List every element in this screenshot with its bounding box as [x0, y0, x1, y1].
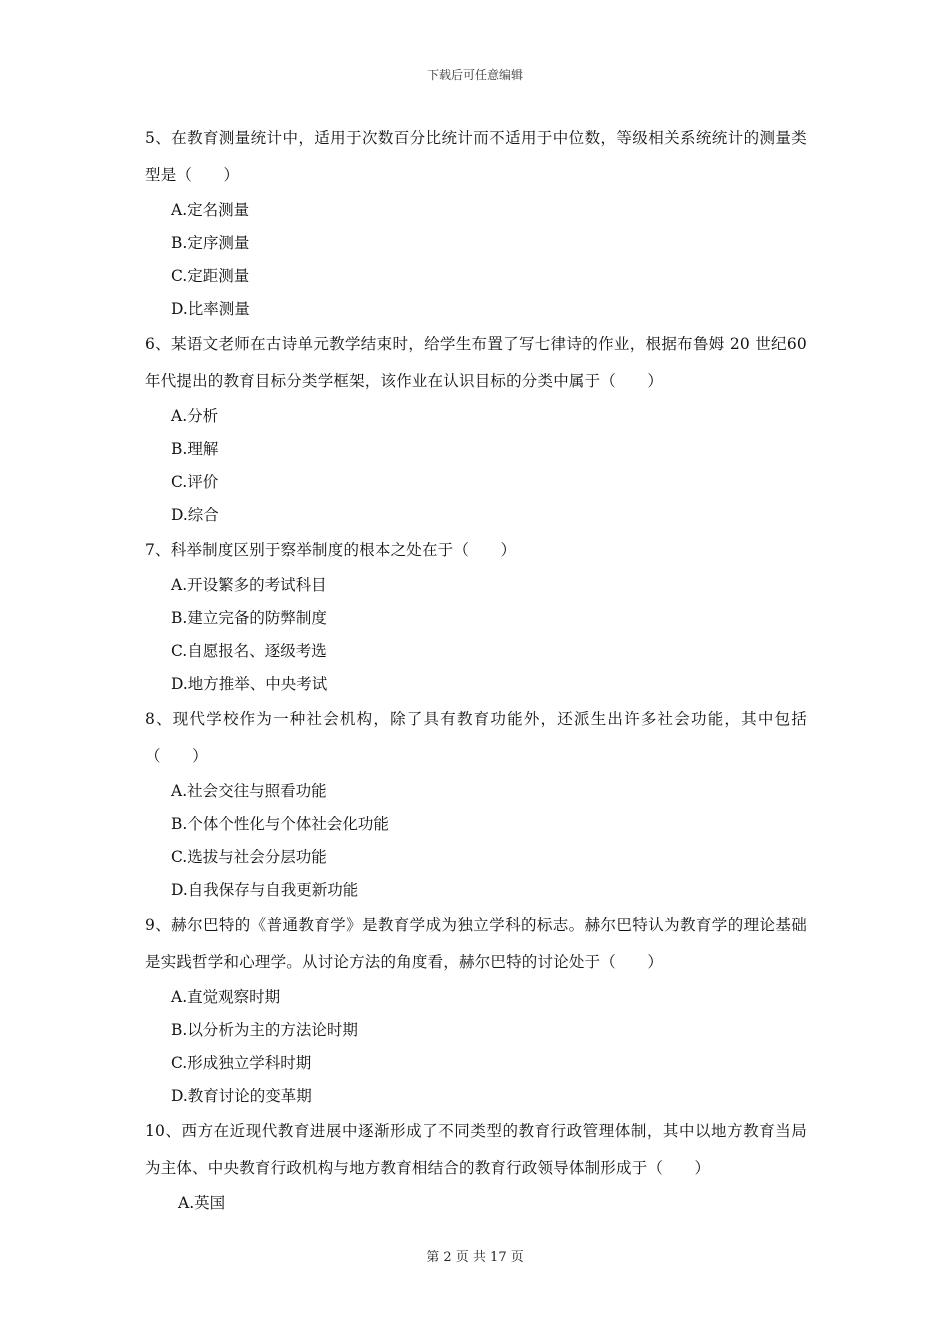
- option-list: [145, 569, 807, 701]
- question-stem: 7、科举制度区别于察举制度的根本之处在于（ ）: [145, 541, 517, 559]
- option-list: [145, 400, 807, 532]
- option-list: [145, 775, 807, 907]
- option-c: C.评价: [171, 473, 219, 491]
- option-c: C.选拔与社会分层功能: [171, 848, 327, 866]
- question-8: [145, 701, 807, 907]
- option-b: B.以分析为主的方法论时期: [171, 1021, 358, 1039]
- option-d: D.自我保存与自我更新功能: [171, 881, 359, 899]
- option-a: A.定名测量: [171, 201, 250, 219]
- option-list: [145, 194, 807, 326]
- option-a: A.英国: [178, 1194, 226, 1212]
- question-6: [145, 326, 807, 532]
- question-5: [145, 120, 807, 326]
- option-a: A.直觉观察时期: [171, 988, 281, 1006]
- option-a: A.开设繁多的考试科目: [171, 576, 327, 594]
- option-a: A.社会交往与照看功能: [171, 782, 327, 800]
- option-d: D.比率测量: [171, 300, 250, 318]
- option-list: [145, 1187, 807, 1220]
- option-d: D.教育讨论的变革期: [171, 1087, 312, 1105]
- question-10: [145, 1113, 807, 1220]
- question-9: [145, 907, 807, 1113]
- option-a: A.分析: [171, 407, 219, 425]
- question-stem: 10、西方在近现代教育进展中逐渐形成了不同类型的教育行政管理体制，其中以地方教育当局为主体、中央教育行政机构与地方教育相结合的教育行政领导体制形成于（ ）: [145, 1122, 807, 1177]
- option-c: C.自愿报名、逐级考选: [171, 642, 327, 660]
- option-b: B.个体个性化与个体社会化功能: [171, 815, 389, 833]
- question-stem: 6、某语文老师在古诗单元教学结束时，给学生布置了写七律诗的作业，根据布鲁姆 20 世纪60年代提出的教育目标分类学框架，该作业在认识目标的分类中属于（ ）: [145, 335, 807, 390]
- question-stem: 5、在教育测量统计中，适用于次数百分比统计而不适用于中位数，等级相关系统统计的测量类型是（ ）: [145, 129, 807, 184]
- option-d: D.地方推举、中央考试: [171, 675, 328, 693]
- question-stem: 9、赫尔巴特的《普通教育学》是教育学成为独立学科的标志。赫尔巴特认为教育学的理论基础是实践哲学和心理学。从讨论方法的角度看，赫尔巴特的讨论处于（ ）: [145, 916, 807, 971]
- option-b: B.理解: [171, 440, 219, 458]
- option-c: C.形成独立学科时期: [171, 1054, 312, 1072]
- question-stem: 8、现代学校作为一种社会机构，除了具有教育功能外，还派生出许多社会功能，其中包括（ ）: [145, 710, 807, 765]
- page-header: 下载后可任意编辑: [426, 68, 523, 82]
- page-footer: 第 2 页 共 17 页: [426, 1250, 524, 1265]
- option-c: C.定距测量: [171, 267, 250, 285]
- question-list: [145, 120, 807, 1220]
- option-d: D.综合: [171, 506, 219, 524]
- option-b: B.定序测量: [171, 234, 250, 252]
- question-7: [145, 532, 807, 701]
- option-list: [145, 981, 807, 1113]
- option-b: B.建立完备的防弊制度: [171, 609, 327, 627]
